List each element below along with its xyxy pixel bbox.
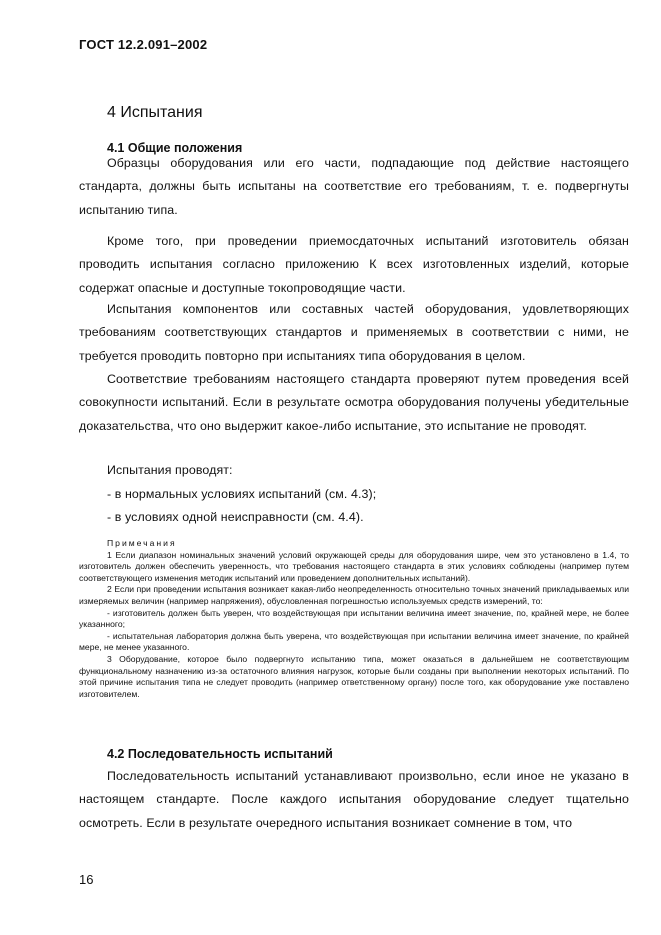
section-title: 4 Испытания: [107, 104, 203, 121]
paragraph-6-text: Последовательность испытаний устанавливают произвольно, если иное не указано в настоящем стандарте. После каждого испытания оборудование следует тщательно осмотреть. Если в результате очередного испытания возникает сомнение в том, что: [79, 769, 629, 830]
paragraph-3-text: Испытания компонентов или составных частей оборудования, удовлетворяющих требованиям соответствующих стандартов и применяемых в соответствии с ними, не требуется проводить повторно при испытаниях типа оборудования в целом.: [79, 302, 629, 363]
paragraph-4-text: Соответствие требованиям настоящего стандарта проверяют путем проведения всей совокупности испытаний. Если в результате осмотра оборудования получены убедительные доказательства, что оно выдержит какое-либо испытание, это испытание не проводят.: [79, 372, 629, 433]
paragraph-2: [79, 230, 629, 300]
page-number: 16: [79, 872, 94, 887]
paragraph-4: [79, 368, 629, 438]
notes-heading: Примечания: [107, 538, 177, 548]
paragraph-3: [79, 298, 629, 368]
paragraph-1: [79, 152, 629, 222]
note-1: 1 Если диапазон номинальных значений условий окружающей среды для оборудования шире, чем это установлено в 1.4, то изготовитель должен обеспечить уверенность, что требования настоящего стандарта в этих условиях соблюдены (например путем соответствующего изменения методик испытаний или проведением дополнительных испытаний).: [79, 549, 629, 583]
subsection-title-sequence: 4.2 Последовательность испытаний: [107, 747, 333, 761]
paragraph-5: Испытания проводят:: [107, 463, 233, 477]
notes-block: [79, 538, 629, 700]
paragraph-1-text: Образцы оборудования или его части, подпадающие под действие настоящего стандарта, должны быть испытаны на соответствие его требованиям, т. е. подвергнуты испытанию типа.: [79, 156, 629, 217]
list-item: - в нормальных условиях испытаний (см. 4.3);: [107, 487, 377, 501]
note-3: 3 Оборудование, которое было подвергнуто испытанию типа, может оказаться в дальнейшем не соответствующим функциональному назначению из-за остаточного влияния нагрузок, которые были созданы при выполнении некоторых испытаний. По этой причине испытания типа не следует проводить (например ответственному органу) после того, как оборудование уже поставлено изготовителем.: [79, 653, 629, 699]
note-2-item-b: - испытательная лаборатория должна быть уверена, что воздействующая при испытании величина имеет значение, по крайней мере, не менее указанного.: [79, 630, 629, 653]
list-item: - в условиях одной неисправности (см. 4.4).: [107, 510, 364, 524]
subsection-title-general: 4.1 Общие положения: [107, 141, 243, 155]
paragraph-6: [79, 765, 629, 835]
note-2: 2 Если при проведении испытания возникает какая-либо неопределенность относительно точных значений прикладываемых или измеряемых величин (например напряжения), обусловленная погрешностью используемых средств измерений, то:: [79, 584, 629, 606]
note-2-item-a: - изготовитель должен быть уверен, что воздействующая при испытании величина имеет значение, по, крайней мере, не более указанного;: [79, 607, 629, 630]
paragraph-2-text: Кроме того, при проведении приемосдаточных испытаний изготовитель обязан проводить испытания согласно приложению К всех изготовленных изделий, которые содержат опасные и доступные токопроводящие части.: [79, 234, 629, 295]
document-header: ГОСТ 12.2.091–2002: [79, 37, 208, 52]
